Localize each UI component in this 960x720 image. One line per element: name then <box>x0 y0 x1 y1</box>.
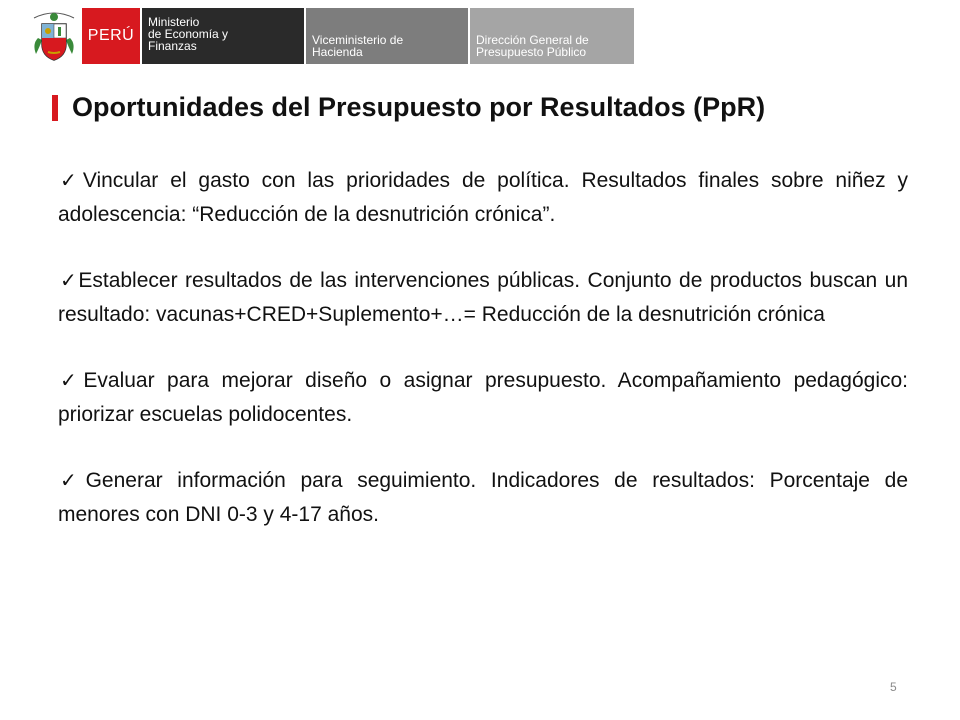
checkmark-icon: ✓ <box>60 270 79 292</box>
title-accent-bar <box>52 95 58 121</box>
bullet-text: Evaluar para mejorar diseño o asignar presupuesto. Acompañamiento pedagógico: priorizar escuelas polidocentes. <box>58 369 908 426</box>
checkmark-icon: ✓ <box>60 370 84 392</box>
bullet-text: Generar información para seguimiento. Indicadores de resultados: Porcentaje de menores con DNI 0-3 y 4-17 años. <box>58 469 908 526</box>
directorate-line-2: Presupuesto Público <box>476 45 587 59</box>
directorate-line-1: Dirección General de <box>476 33 589 47</box>
bullet-text: Establecer resultados de las intervenciones públicas. Conjunto de productos buscan un resultado: vacunas+CRED+Suplemento+…= Reducción de la desnutrición crónica <box>58 269 908 326</box>
ministry-line-1: Ministerio <box>148 15 200 29</box>
viceministry-box <box>306 8 468 64</box>
coat-of-arms-icon <box>28 8 80 64</box>
page-title: Oportunidades del Presupuesto por Resultados (PpR) <box>72 92 766 122</box>
header-banner <box>28 8 634 64</box>
checkmark-icon: ✓ <box>60 470 86 492</box>
bullet-item <box>58 264 908 332</box>
ministry-box <box>142 8 304 64</box>
viceministry-line-1: Viceministerio de <box>312 33 404 47</box>
bullet-item <box>58 164 908 232</box>
bullet-item <box>58 364 908 432</box>
ministry-line-3: Finanzas <box>148 39 197 53</box>
title-block <box>52 92 765 123</box>
bullet-item <box>58 464 908 532</box>
bullet-text: Vincular el gasto con las prioridades de política. Resultados finales sobre niñez y adolescencia: “Reducción de la desnutrición crónica”. <box>58 169 908 226</box>
viceministry-line-2: Hacienda <box>312 45 363 59</box>
ministry-line-2: de Economía y <box>148 27 229 41</box>
bullet-list <box>58 164 908 564</box>
checkmark-icon: ✓ <box>60 170 83 192</box>
country-label: PERÚ <box>82 8 140 64</box>
directorate-box <box>470 8 634 64</box>
page-number: 5 <box>890 680 897 694</box>
